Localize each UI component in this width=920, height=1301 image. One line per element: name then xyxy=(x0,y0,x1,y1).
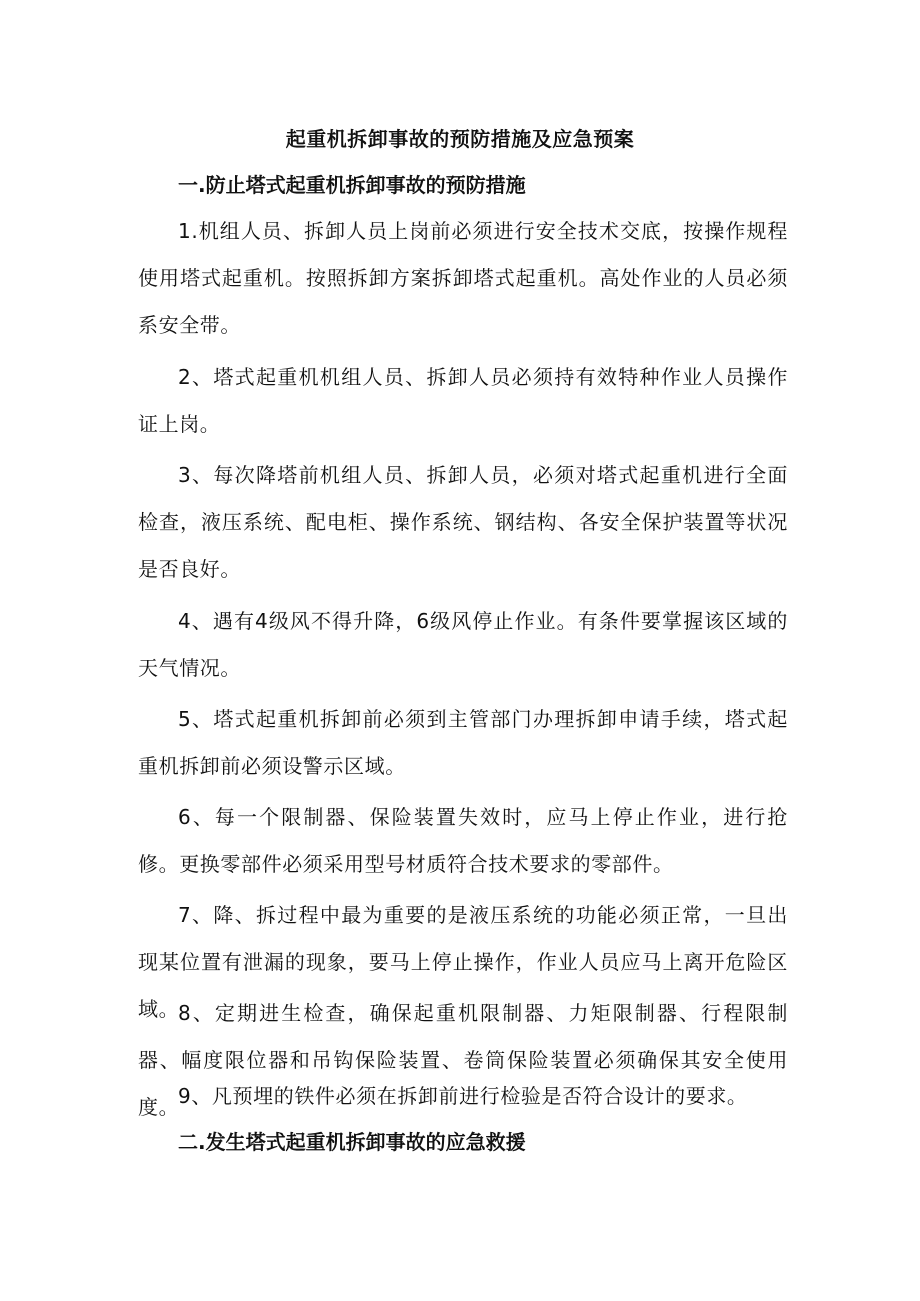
paragraph-item-1: 1.机组人员、拆卸人员上岗前必须进行安全技术交底，按操作规程使用塔式起重机。按照拆卸方案拆卸塔式起重机。高处作业的人员必须系安全带。 xyxy=(138,219,788,337)
document-title: 起重机拆卸事故的预防措施及应急预案 xyxy=(285,127,635,151)
paragraph-item-9: 9、凡预埋的铁件必须在拆卸前进行检验是否符合设计的要求。 xyxy=(178,1084,748,1108)
paragraph-item-3: 3、每次降塔前机组人员、拆卸人员，必须对塔式起重机进行全面检查，液压系统、配电柜、操作系统、钢结构、各安全保护装置等状况是否良好。 xyxy=(138,463,788,581)
section-heading-emergency: 二.发生塔式起重机拆卸事故的应急救援 xyxy=(178,1130,526,1154)
paragraph-item-5: 5、塔式起重机拆卸前必须到主管部门办理拆卸申请手续，塔式起重机拆卸前必须设警示区域。 xyxy=(138,707,788,778)
paragraph-item-2: 2、塔式起重机机组人员、拆卸人员必须持有效特种作业人员操作证上岗。 xyxy=(138,365,788,436)
paragraph-item-7: 7、降、拆过程中最为重要的是液压系统的功能必须正常，一旦出现某位置有泄漏的现象，要马上停止操作，作业人员应马上离开危险区域。 xyxy=(138,903,788,1021)
paragraph-item-8: 8、定期进生检查，确保起重机限制器、力矩限制器、行程限制器、幅度限位器和吊钩保险装置、卷筒保险装置必须确保其安全使用度。 xyxy=(138,1001,788,1119)
paragraph-item-4: 4、遇有4级风不得升降，6级风停止作业。有条件要掌握该区域的天气情况。 xyxy=(138,609,788,680)
paragraph-item-6: 6、每一个限制器、保险装置失效时，应马上停止作业，进行抢修。更换零部件必须采用型号材质符合技术要求的零部件。 xyxy=(138,805,788,876)
section-heading-prevention: 一.防止塔式起重机拆卸事故的预防措施 xyxy=(178,173,526,197)
